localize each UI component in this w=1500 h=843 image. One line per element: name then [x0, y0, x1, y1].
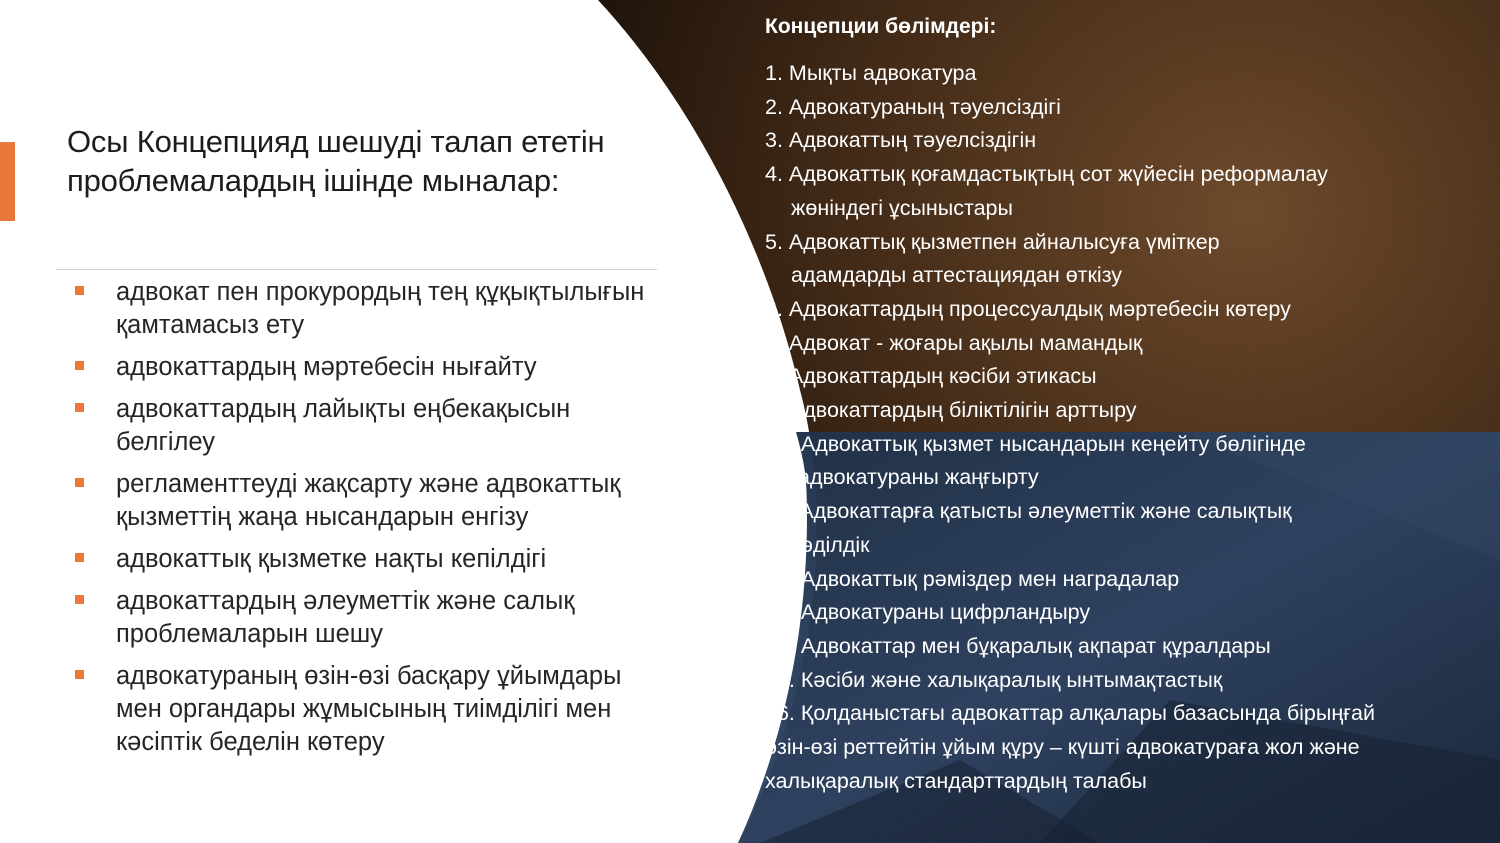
list-item: [74, 543, 754, 576]
square-bullet-icon: [75, 595, 84, 604]
list-item: [74, 276, 754, 342]
concept-item-text: адамдарды аттестациядан өткізу: [791, 263, 1123, 288]
concept-item-text: 6. Адвокаттардың процессуалдық мәртебесін көтеру: [765, 296, 1291, 321]
concept-item-text: 1. Мықты адвокатура: [765, 61, 977, 85]
concept-item-text: 13. Адвокатураны цифрландыру: [765, 600, 1091, 625]
concept-sections-panel: [765, 10, 1500, 798]
list-item: [74, 660, 754, 759]
concept-item-text: 3. Адвокаттың тәуелсіздігін: [765, 128, 1037, 153]
title-line: проблемалардың ішінде мыналар:: [67, 163, 560, 198]
concept-item-text: 4. Адвокаттық қоғамдастықтың сот жүйесін реформалау: [765, 162, 1328, 187]
square-bullet-icon: [75, 286, 84, 295]
list-item-text: проблемаларын шешу: [116, 620, 383, 648]
list-item: [74, 351, 754, 384]
concept-item-text: 10. Адвокаттық қызмет нысандарын кеңейту бөлігінде: [765, 431, 1306, 456]
concept-item: [765, 664, 1500, 698]
square-bullet-icon: [75, 403, 84, 412]
concept-item-text: әділдік: [801, 532, 870, 557]
title-divider: [56, 269, 657, 270]
list-item-text: мен органдары жұмысының тиімділігі мен: [116, 695, 612, 723]
concept-item: [765, 327, 1500, 361]
concept-item: [765, 91, 1500, 125]
concept-item-text: жөніндегі ұсыныстары: [791, 195, 1013, 220]
concept-item-text: 14. Адвокаттар мен бұқаралық ақпарат құралдары: [765, 633, 1271, 658]
concept-item-text: өзін-өзі реттейтін ұйым құру – күшті адвокатураға жол және: [765, 735, 1360, 760]
list-item-text: адвокаттық қызметке нақты кепілдігі: [116, 545, 547, 573]
concept-sections-heading: Концепции бөлімдері:: [765, 15, 997, 38]
concept-item: [765, 57, 1500, 91]
square-bullet-icon: [75, 553, 84, 562]
list-item-text: адвокаттардың лайықты еңбекақысын: [116, 395, 571, 423]
concept-item: [765, 293, 1500, 327]
list-item: [74, 393, 754, 459]
concept-sections-list: [765, 57, 1500, 798]
concept-item-text: 16. Қолданыстағы адвокаттар алқалары базасында бірыңғай: [765, 701, 1376, 726]
square-bullet-icon: [75, 670, 84, 679]
concept-item: [765, 428, 1500, 495]
concept-item: [765, 360, 1500, 394]
concept-item-text: 5. Адвокаттық қызметпен айналысуға үміткер: [765, 229, 1220, 254]
concept-item-text: 8. Адвокаттардың кәсіби этикасы: [765, 364, 1097, 389]
concept-item: [765, 563, 1500, 597]
concept-item-text: адвокатураны жаңғырту: [798, 465, 1039, 490]
list-item-text: кәсіптік беделін көтеру: [116, 728, 385, 756]
slide-title: [67, 122, 707, 200]
concept-item-text: 2. Адвокатураның тәуелсіздігі: [765, 94, 1061, 119]
square-bullet-icon: [75, 478, 84, 487]
title-line: Осы Концепцияд шешуді талап ететін: [67, 124, 605, 159]
concept-item-text: 15. Кәсіби және халықаралық ынтымақтастық: [765, 667, 1223, 692]
concept-item-text: 7. Адвокат - жоғары ақылы мамандық: [765, 330, 1143, 355]
list-item-text: адвокат пен прокурордың тең құқықтылығын: [116, 278, 645, 306]
concept-item-text: 12. Адвокаттық рәміздер мен наградалар: [765, 566, 1180, 591]
concept-item-text: 9. Адвокаттардың біліктілігін арттыру: [765, 398, 1137, 423]
concept-item: [765, 394, 1500, 428]
list-item-text: регламенттеуді жақсарту және адвокаттық: [116, 470, 621, 498]
list-item: [74, 468, 754, 534]
list-item-text: адвокатураның өзін-өзі басқару ұйымдары: [116, 662, 622, 690]
concept-item: [765, 226, 1500, 293]
concept-item: [765, 697, 1500, 798]
concept-item-text: халықаралық стандарттардың талабы: [765, 768, 1147, 793]
list-item-text: адвокаттардың әлеуметтік және салық: [116, 587, 575, 615]
concept-item: [765, 630, 1500, 664]
concept-item: [765, 495, 1500, 562]
accent-bar: [0, 142, 15, 221]
concept-item: [765, 596, 1500, 630]
square-bullet-icon: [75, 361, 84, 370]
list-item-text: қамтамасыз ету: [116, 311, 305, 339]
list-item-text: белгілеу: [116, 428, 216, 456]
concept-item-text: 11. Адвокаттарға қатысты әлеуметтік және салықтық: [765, 499, 1292, 524]
concept-item: [765, 124, 1500, 158]
list-item: [74, 585, 754, 651]
concept-item: [765, 158, 1500, 225]
problems-list: [74, 276, 754, 768]
list-item-text: қызметтің жаңа нысандарын енгізу: [116, 503, 529, 531]
list-item-text: адвокаттардың мәртебесін нығайту: [116, 353, 537, 381]
